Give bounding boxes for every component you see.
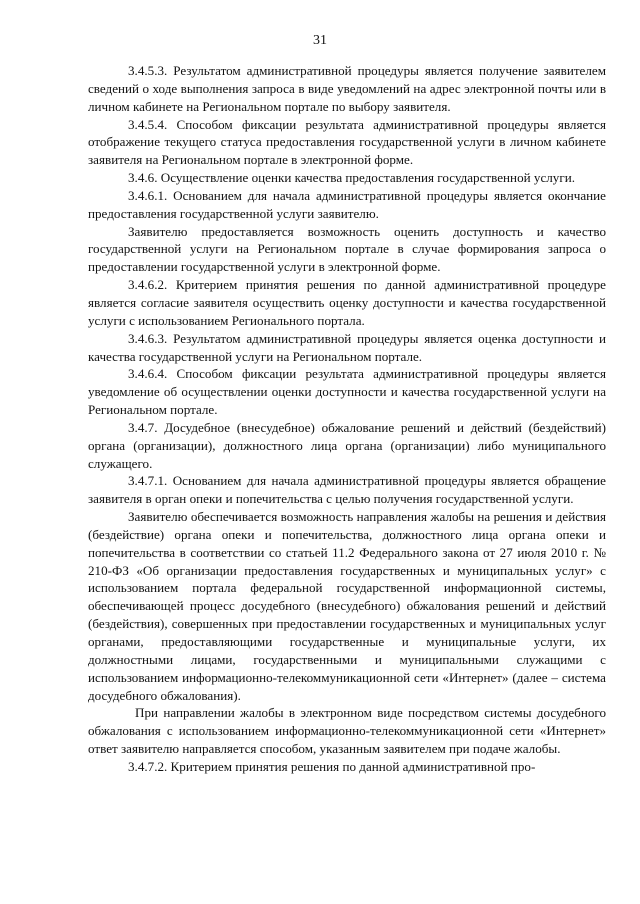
paragraph-3-4-6: 3.4.6. Осуществление оценки качества предоставления государственной услуги. — [128, 170, 575, 186]
paragraph-3-4-6-2: 3.4.6.2. Критерием принятия решения по данной административной процедуре является согласие заявителя осуществить оценку доступности и качества государственной услуги с использованием Регионального портала. — [88, 277, 606, 328]
paragraph-3-4-5-4: 3.4.5.4. Способом фиксации результата административной процедуры является отображение текущего статуса предоставления государственной услуги в личном кабинете заявителя на Региональном портале в электронной форме. — [88, 116, 606, 168]
document-body — [88, 62, 606, 776]
paragraph-3-4-5-3: 3.4.5.3. Результатом административной процедуры является получение заявителем сведений о ходе выполнения запроса в виде уведомлений на адрес электронной почты или в личном кабинете на Региональном портале по выбору заявителя. — [88, 63, 606, 114]
paragraph-3-4-6-1: 3.4.6.1. Основанием для начала административной процедуры является окончание предоставления государственной услуги заявителю. — [88, 187, 606, 221]
paragraph-3-4-7-1: 3.4.7.1. Основанием для начала административной процедуры является обращение заявителя в орган опеки и попечительства с целью получения государственной услуги. — [88, 473, 606, 507]
paragraph-3-4-7: 3.4.7. Досудебное (внесудебное) обжалование решений и действий (бездействий) органа (организации), должностного лица органа (организации) либо муниципального служащего. — [88, 419, 606, 471]
page-number: 31 — [313, 33, 327, 48]
paragraph-electronic-complaint: При направлении жалобы в электронном виде посредством системы досудебного обжалования с использованием информационно-телекоммуникационной сети «Интернет» ответ заявителю направляется способом, указанным заявителем при подаче жалобы. — [88, 705, 606, 757]
paragraph-3-4-7-2: 3.4.7.2. Критерием принятия решения по данной административной про- — [128, 758, 536, 774]
paragraph-3-4-6-4: 3.4.6.4. Способом фиксации результата административной процедуры является уведомление об осуществлении оценки доступности и качества государственной услуги на Региональном портале. — [88, 366, 606, 418]
paragraph-complaint-possibility: Заявителю обеспечивается возможность направления жалобы на решения и действия (бездействие) органа опеки и попечительства, должностного лица органа опеки и попечительства в соответствии со статьей 11.2 Федерального закона от 27 июля 2010 г. № 210-ФЗ «Об организации предоставления государственных и муниципальных услуг» с использованием портала федеральной государственной информационной системы, обеспечивающей процесс досудебного (внесудебного) обжалования решений и действий (бездействия), совершенных при предоставлении государственных и муниципальных услуг органами, предоставляющими государственные и муниципальные услуги, их должностными лицами, государственными и муниципальными служащими с использованием информационно-телекоммуникационной сети «Интернет» (далее – система досудебного обжалования). — [88, 509, 606, 703]
paragraph-rating-possibility: Заявителю предоставляется возможность оценить доступность и качество государственной услуги на Региональном портале в случае формирования запроса о предоставлении государственной услуги в электронной форме. — [88, 223, 606, 275]
paragraph-3-4-6-3: 3.4.6.3. Результатом административной процедуры является оценка доступности и качества государственной услуги на Региональном портале. — [88, 330, 606, 364]
